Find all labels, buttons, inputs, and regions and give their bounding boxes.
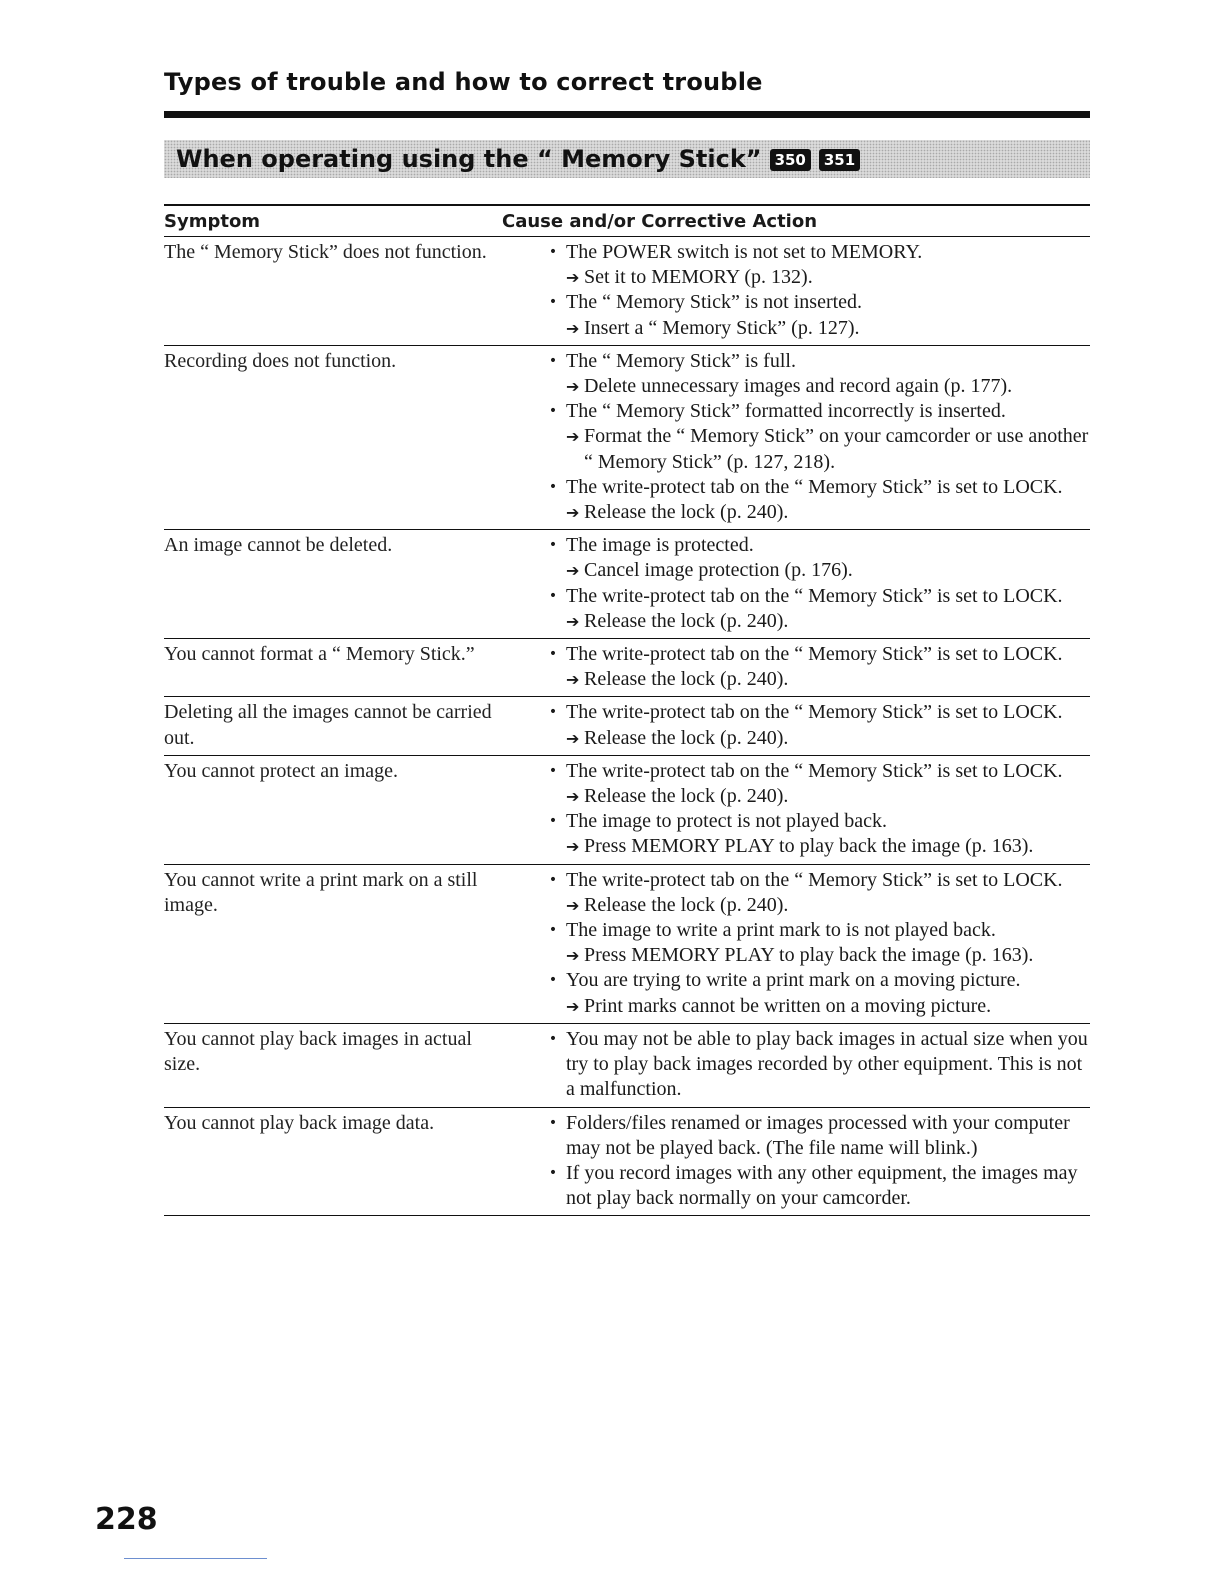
cause-item bbox=[532, 533, 1090, 583]
arrow-right-icon: ➔ bbox=[566, 503, 580, 523]
cause-item bbox=[532, 809, 1090, 859]
remedy-line bbox=[566, 609, 1090, 634]
cause-cell bbox=[532, 642, 1090, 692]
remedy-line bbox=[566, 893, 1090, 918]
cause-item bbox=[532, 349, 1090, 399]
remedy-line bbox=[566, 500, 1090, 525]
symptom-text: An image cannot be deleted. bbox=[164, 534, 393, 557]
arrow-right-icon: ➔ bbox=[566, 787, 580, 807]
symptom-column-header: Symptom bbox=[164, 210, 261, 232]
bullet-icon: • bbox=[548, 704, 558, 721]
bullet-icon: • bbox=[548, 972, 558, 989]
page-number: 228 bbox=[95, 1502, 158, 1537]
arrow-right-icon: ➔ bbox=[566, 895, 580, 915]
bullet-icon: • bbox=[548, 762, 558, 779]
cause-cell bbox=[532, 349, 1090, 525]
cause-item bbox=[532, 475, 1090, 525]
remedy-line bbox=[566, 726, 1090, 751]
remedy-text: Release the lock (p. 240). bbox=[584, 785, 789, 808]
table-row bbox=[164, 865, 1090, 1024]
cause-list bbox=[532, 700, 1090, 750]
bullet-icon: • bbox=[548, 587, 558, 604]
heading-rule bbox=[164, 111, 1090, 118]
remedy-line bbox=[566, 558, 1090, 583]
cause-cell bbox=[532, 240, 1090, 341]
remedy-text: Release the lock (p. 240). bbox=[584, 668, 789, 691]
table-row bbox=[164, 346, 1090, 530]
remedy-line bbox=[566, 943, 1090, 968]
bullet-icon: • bbox=[548, 1030, 558, 1047]
symptom-text: The “ Memory Stick” does not function. bbox=[164, 241, 487, 263]
remedy-text: Press MEMORY PLAY to play back the image (p. 163). bbox=[584, 944, 1034, 967]
cause-item bbox=[532, 290, 1090, 340]
table-row bbox=[164, 1024, 1090, 1108]
symptom-text: You cannot play back image data. bbox=[164, 1111, 435, 1134]
remedy-text: Format the “ Memory Stick” on your camcorder or use another “ Memory Stick” (p. 127, 218). bbox=[584, 425, 1089, 473]
cause-text: If you record images with any other equipment, the images may not play back normally on your camcorder. bbox=[566, 1161, 1078, 1210]
remedy-text: Delete unnecessary images and record again (p. 177). bbox=[584, 375, 1013, 398]
remedy-line bbox=[566, 784, 1090, 809]
cause-cell bbox=[532, 533, 1090, 634]
table-row bbox=[164, 530, 1090, 639]
cause-text: The image to write a print mark to is not played back. bbox=[566, 919, 996, 942]
cause-text: The POWER switch is not set to MEMORY. bbox=[566, 241, 923, 263]
cause-text: Folders/files renamed or images processed with your computer may not be played back. (The file name will blink.) bbox=[566, 1111, 1070, 1159]
bullet-icon: • bbox=[548, 1164, 558, 1181]
table-row bbox=[164, 756, 1090, 865]
bullet-icon: • bbox=[548, 294, 558, 311]
cause-text: The write-protect tab on the “ Memory Stick” is set to LOCK. bbox=[566, 759, 1063, 782]
cause-list bbox=[532, 868, 1090, 1019]
cause-cell bbox=[532, 868, 1090, 1019]
cause-text: The write-protect tab on the “ Memory Stick” is set to LOCK. bbox=[566, 701, 1063, 724]
cause-item bbox=[532, 642, 1090, 692]
bullet-icon: • bbox=[548, 922, 558, 939]
cause-item bbox=[532, 700, 1090, 750]
table-row bbox=[164, 639, 1090, 697]
remedy-text: Release the lock (p. 240). bbox=[584, 501, 789, 524]
model-badge-350: 350 bbox=[770, 149, 811, 171]
cause-text: The image is protected. bbox=[566, 534, 754, 557]
cause-cell bbox=[532, 1111, 1090, 1212]
cause-text: The image to protect is not played back. bbox=[566, 810, 888, 833]
cause-column-header: Cause and/or Corrective Action bbox=[502, 210, 818, 232]
bullet-icon: • bbox=[548, 1114, 558, 1131]
remedy-text: Press MEMORY PLAY to play back the image (p. 163). bbox=[584, 835, 1034, 858]
arrow-right-icon: ➔ bbox=[566, 427, 580, 447]
cause-text: The write-protect tab on the “ Memory Stick” is set to LOCK. bbox=[566, 643, 1063, 666]
bullet-icon: • bbox=[548, 244, 558, 260]
remedy-line bbox=[566, 374, 1090, 399]
cause-list bbox=[532, 1111, 1090, 1212]
cause-text: The write-protect tab on the “ Memory Stick” is set to LOCK. bbox=[566, 868, 1063, 891]
remedy-line bbox=[566, 834, 1090, 859]
remedy-line bbox=[566, 994, 1090, 1019]
cause-item bbox=[532, 759, 1090, 809]
cause-item bbox=[532, 584, 1090, 634]
cause-cell bbox=[532, 700, 1090, 750]
remedy-text: Release the lock (p. 240). bbox=[584, 726, 789, 749]
symptom-text: You cannot write a print mark on a still image. bbox=[164, 868, 478, 916]
cause-list bbox=[532, 759, 1090, 860]
cause-list bbox=[532, 642, 1090, 692]
cause-item bbox=[532, 1111, 1090, 1161]
cause-list bbox=[532, 1027, 1090, 1103]
remedy-text: Release the lock (p. 240). bbox=[584, 893, 789, 916]
remedy-text: Print marks cannot be written on a moving picture. bbox=[584, 994, 992, 1017]
arrow-right-icon: ➔ bbox=[566, 611, 580, 631]
arrow-right-icon: ➔ bbox=[566, 670, 580, 690]
bullet-icon: • bbox=[548, 537, 558, 554]
page-title: Types of trouble and how to correct trouble bbox=[164, 68, 763, 96]
cause-text: The “ Memory Stick” is full. bbox=[566, 349, 796, 372]
cause-item bbox=[532, 240, 1090, 290]
table-row bbox=[164, 697, 1090, 755]
remedy-line bbox=[566, 667, 1090, 692]
cause-list bbox=[532, 240, 1090, 341]
symptom-text: You cannot format a “ Memory Stick.” bbox=[164, 643, 475, 666]
table-row bbox=[164, 1108, 1090, 1217]
remedy-text: Insert a “ Memory Stick” (p. 127). bbox=[584, 316, 860, 339]
cause-item bbox=[532, 399, 1090, 475]
section-title: When operating using the “ Memory Stick” bbox=[176, 145, 762, 173]
cause-text: The “ Memory Stick” formatted incorrectly is inserted. bbox=[566, 400, 1006, 423]
table-row bbox=[164, 237, 1090, 346]
cause-item bbox=[532, 1027, 1090, 1103]
remedy-text: Release the lock (p. 240). bbox=[584, 609, 789, 632]
remedy-text: Set it to MEMORY (p. 132). bbox=[584, 266, 813, 289]
symptom-text: Recording does not function. bbox=[164, 349, 397, 372]
arrow-right-icon: ➔ bbox=[566, 377, 580, 397]
arrow-right-icon: ➔ bbox=[566, 268, 580, 288]
footer-line bbox=[124, 1558, 267, 1559]
section-banner bbox=[164, 140, 1090, 178]
cause-cell bbox=[532, 1027, 1090, 1103]
bullet-icon: • bbox=[548, 403, 558, 420]
arrow-right-icon: ➔ bbox=[566, 561, 580, 581]
cause-cell bbox=[532, 759, 1090, 860]
bullet-icon: • bbox=[548, 646, 558, 663]
bullet-icon: • bbox=[548, 478, 558, 495]
cause-text: The write-protect tab on the “ Memory Stick” is set to LOCK. bbox=[566, 475, 1063, 498]
table-header bbox=[164, 206, 1090, 237]
symptom-text: Deleting all the images cannot be carried out. bbox=[164, 701, 492, 749]
bullet-icon: • bbox=[548, 352, 558, 369]
arrow-right-icon: ➔ bbox=[566, 318, 580, 338]
cause-text: You are trying to write a print mark on a moving picture. bbox=[566, 969, 1021, 992]
symptom-text: You cannot play back images in actual size. bbox=[164, 1027, 472, 1076]
symptom-text: You cannot protect an image. bbox=[164, 759, 399, 782]
cause-item bbox=[532, 918, 1090, 968]
arrow-right-icon: ➔ bbox=[566, 728, 580, 748]
cause-text: The write-protect tab on the “ Memory Stick” is set to LOCK. bbox=[566, 584, 1063, 607]
remedy-line bbox=[566, 424, 1090, 474]
cause-text: The “ Memory Stick” is not inserted. bbox=[566, 291, 863, 314]
remedy-line bbox=[566, 265, 1090, 290]
bullet-icon: • bbox=[548, 813, 558, 830]
cause-list bbox=[532, 533, 1090, 634]
arrow-right-icon: ➔ bbox=[566, 996, 580, 1016]
trouble-table bbox=[164, 204, 1090, 1216]
table-body bbox=[164, 237, 1090, 1216]
cause-list bbox=[532, 349, 1090, 525]
bullet-icon: • bbox=[548, 871, 558, 888]
arrow-right-icon: ➔ bbox=[566, 946, 580, 966]
model-badge-351: 351 bbox=[819, 149, 860, 171]
arrow-right-icon: ➔ bbox=[566, 837, 580, 857]
remedy-text: Cancel image protection (p. 176). bbox=[584, 559, 853, 582]
cause-item bbox=[532, 868, 1090, 918]
cause-text: You may not be able to play back images in actual size when you try to play back images recorded by other equipment. This is not a malfunction. bbox=[566, 1027, 1088, 1101]
cause-item bbox=[532, 968, 1090, 1018]
remedy-line bbox=[566, 316, 1090, 341]
cause-item bbox=[532, 1161, 1090, 1211]
